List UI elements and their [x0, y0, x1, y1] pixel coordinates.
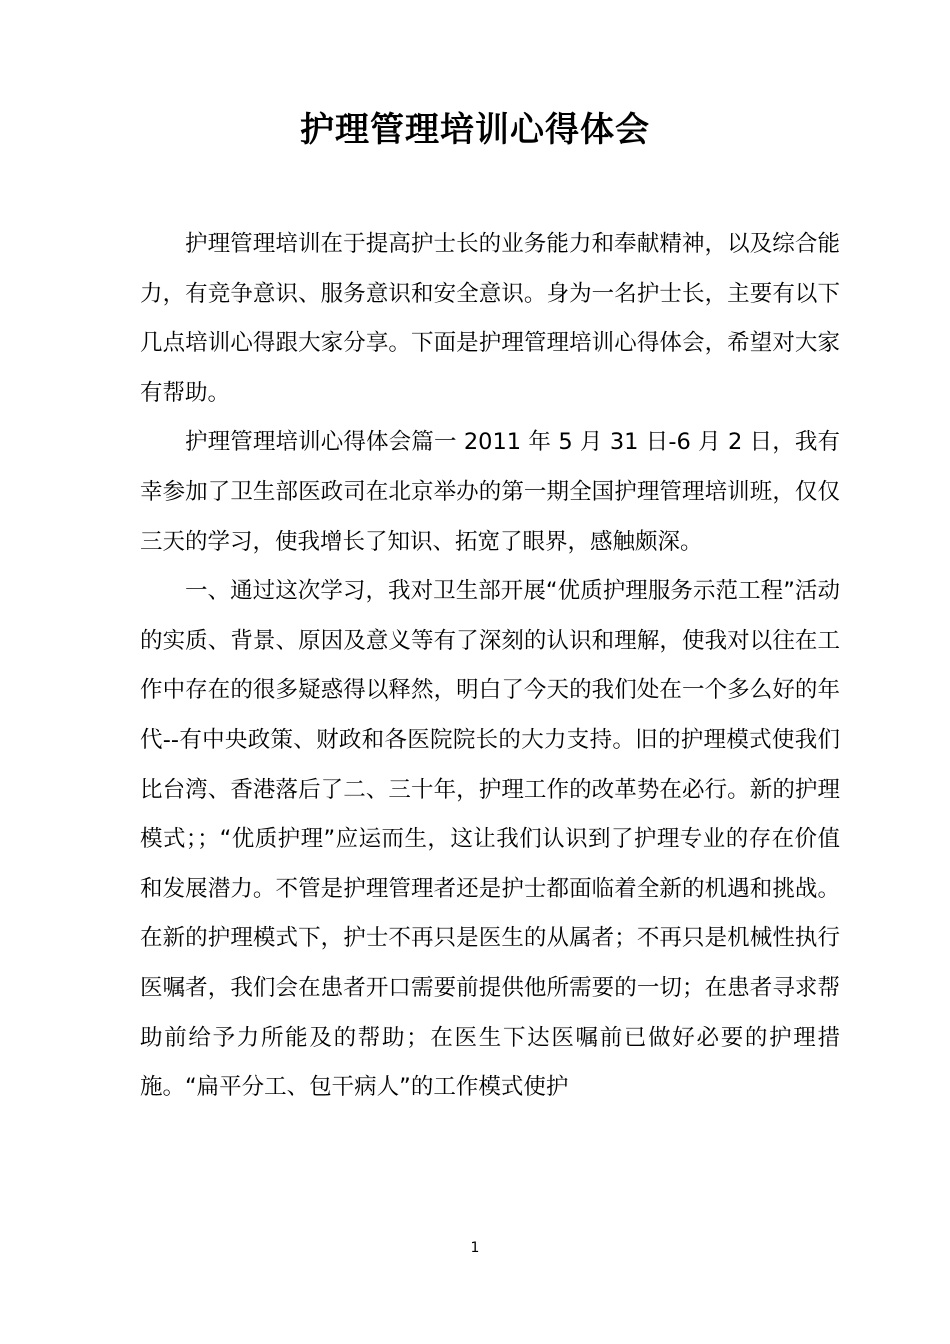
paragraph-intro: 护理管理培训在于提高护士长的业务能力和奉献精神，以及综合能力，有竞争意识、服务意识和安全意识。身为一名护士长，主要有以下几点培训心得跟大家分享。下面是护理管理培训心得体会，希望对大家有帮助。: [140, 231, 840, 406]
document-title: 护理管理培训心得体会: [300, 110, 650, 150]
page-number: 1: [470, 1240, 480, 1256]
paragraph-article-one: 护理管理培训心得体会篇一 2011 年 5 月 31 日-6 月 2 日，我有幸参加了卫生部医政司在北京举办的第一期全国护理管理培训班，仅仅三天的学习，使我增长了知识、拓宽了眼界，感触颇深。: [140, 429, 840, 555]
paragraph-point-one: 一、通过这次学习，我对卫生部开展“优质护理服务示范工程”活动的实质、背景、原因及意义等有了深刻的认识和理解，使我对以往在工作中存在的很多疑惑得以释然，明白了今天的我们处在一个多么好的年代--有中央政策、财政和各医院院长的大力支持。旧的护理模式使我们比台湾、香港落后了二、三十年，护理工作的改革势在必行。新的护理模式；；“优质护理”应运而生，这让我们认识到了护理专业的存在价值和发展潜力。不管是护理管理者还是护士都面临着全新的机遇和挑战。在新的护理模式下，护士不再只是医生的从属者；不再只是机械性执行医嘱者，我们会在患者开口需要前提供他所需要的一切；在患者寻求帮助前给予力所能及的帮助；在医生下达医嘱前已做好必要的护理措施。“扁平分工、包干病人”的工作模式使护: [140, 578, 840, 1101]
document-body: [140, 220, 840, 1113]
